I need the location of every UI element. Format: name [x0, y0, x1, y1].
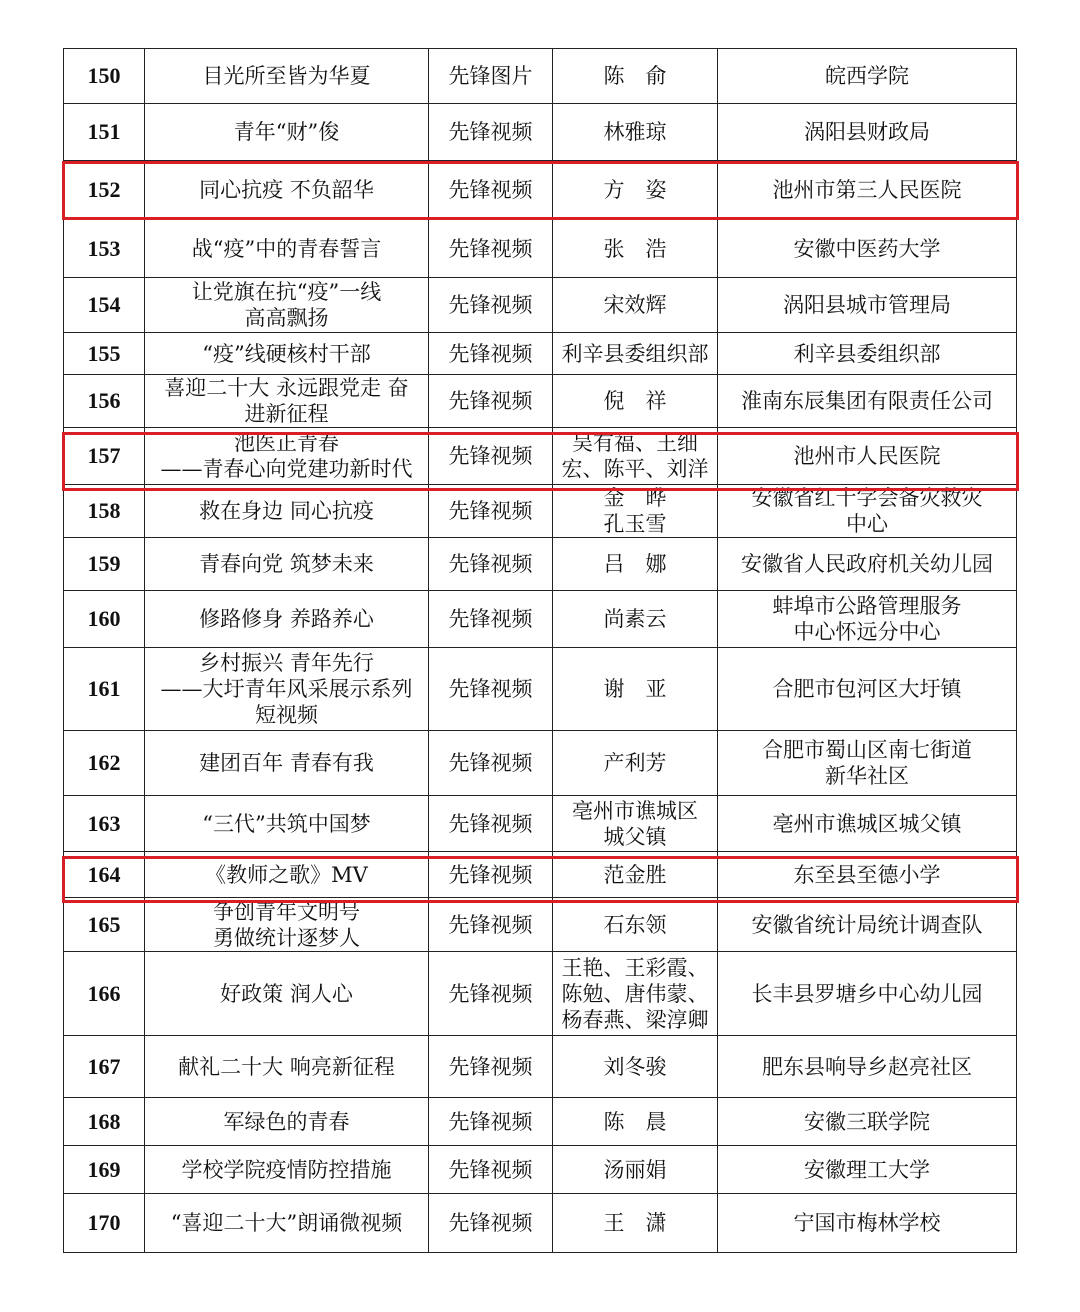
table-row — [64, 852, 1017, 898]
table-row — [64, 952, 1017, 1036]
cell-title: 建团百年 青春有我 — [145, 731, 429, 796]
table-row — [64, 796, 1017, 852]
cell-unit: 安徽省统计局统计调查队 — [718, 898, 1017, 952]
cell-number: 151 — [64, 104, 145, 161]
cell-title: 《教师之歌》MV — [145, 852, 429, 898]
cell-unit: 安徽三联学院 — [718, 1098, 1017, 1146]
cell-number: 161 — [64, 648, 145, 731]
table-row — [64, 375, 1017, 428]
cell-number: 162 — [64, 731, 145, 796]
table-row — [64, 538, 1017, 591]
cell-title: 军绿色的青春 — [145, 1098, 429, 1146]
cell-unit: 淮南东辰集团有限责任公司 — [718, 375, 1017, 428]
cell-number: 158 — [64, 485, 145, 538]
cell-category: 先锋视频 — [429, 852, 553, 898]
cell-title: 争创青年文明号 勇做统计逐梦人 — [145, 898, 429, 952]
cell-number: 167 — [64, 1036, 145, 1098]
cell-number: 150 — [64, 49, 145, 104]
cell-number: 160 — [64, 591, 145, 648]
cell-unit: 宁国市梅林学校 — [718, 1194, 1017, 1253]
cell-unit: 池州市第三人民医院 — [718, 161, 1017, 220]
cell-category: 先锋视频 — [429, 220, 553, 278]
cell-unit: 合肥市包河区大圩镇 — [718, 648, 1017, 731]
cell-title: “三代”共筑中国梦 — [145, 796, 429, 852]
cell-category: 先锋视频 — [429, 538, 553, 591]
cell-number: 169 — [64, 1146, 145, 1194]
cell-author: 陈 晨 — [553, 1098, 718, 1146]
cell-category: 先锋视频 — [429, 1036, 553, 1098]
cell-unit: 安徽中医药大学 — [718, 220, 1017, 278]
cell-unit: 合肥市蜀山区南七街道 新华社区 — [718, 731, 1017, 796]
cell-unit: 安徽理工大学 — [718, 1146, 1017, 1194]
cell-author: 陈 俞 — [553, 49, 718, 104]
cell-title: 乡村振兴 青年先行 ——大圩青年风采展示系列 短视频 — [145, 648, 429, 731]
cell-title: 学校学院疫情防控措施 — [145, 1146, 429, 1194]
cell-number: 152 — [64, 161, 145, 220]
cell-number: 164 — [64, 852, 145, 898]
table-row — [64, 1194, 1017, 1253]
cell-author: 王 潇 — [553, 1194, 718, 1253]
cell-number: 157 — [64, 428, 145, 485]
cell-unit: 东至县至德小学 — [718, 852, 1017, 898]
cell-unit: 安徽省人民政府机关幼儿园 — [718, 538, 1017, 591]
cell-author: 尚素云 — [553, 591, 718, 648]
cell-author: 亳州市谯城区 城父镇 — [553, 796, 718, 852]
cell-author: 张 浩 — [553, 220, 718, 278]
cell-category: 先锋视频 — [429, 161, 553, 220]
cell-category: 先锋视频 — [429, 1194, 553, 1253]
cell-unit: 池州市人民医院 — [718, 428, 1017, 485]
cell-number: 156 — [64, 375, 145, 428]
cell-unit: 肥东县响导乡赵亮社区 — [718, 1036, 1017, 1098]
table-row — [64, 648, 1017, 731]
cell-title: 修路修身 养路养心 — [145, 591, 429, 648]
cell-author: 石东领 — [553, 898, 718, 952]
table-row — [64, 333, 1017, 375]
cell-unit: 蚌埠市公路管理服务 中心怀远分中心 — [718, 591, 1017, 648]
cell-category: 先锋视频 — [429, 375, 553, 428]
table-row — [64, 591, 1017, 648]
cell-category: 先锋视频 — [429, 1098, 553, 1146]
cell-unit: 长丰县罗塘乡中心幼儿园 — [718, 952, 1017, 1036]
cell-unit: 涡阳县财政局 — [718, 104, 1017, 161]
cell-author: 宋效辉 — [553, 278, 718, 333]
cell-category: 先锋视频 — [429, 731, 553, 796]
table-row — [64, 428, 1017, 485]
cell-category: 先锋视频 — [429, 428, 553, 485]
table-row — [64, 1036, 1017, 1098]
cell-title: 喜迎二十大 永远跟党走 奋 进新征程 — [145, 375, 429, 428]
cell-author: 方 姿 — [553, 161, 718, 220]
cell-unit: 亳州市谯城区城父镇 — [718, 796, 1017, 852]
cell-number: 159 — [64, 538, 145, 591]
cell-category: 先锋视频 — [429, 1146, 553, 1194]
table-row — [64, 485, 1017, 538]
cell-title: 让党旗在抗“疫”一线 高高飘扬 — [145, 278, 429, 333]
cell-title: “喜迎二十大”朗诵微视频 — [145, 1194, 429, 1253]
cell-title: 目光所至皆为华夏 — [145, 49, 429, 104]
cell-number: 154 — [64, 278, 145, 333]
cell-category: 先锋视频 — [429, 796, 553, 852]
cell-title: 献礼二十大 响亮新征程 — [145, 1036, 429, 1098]
cell-author: 产利芳 — [553, 731, 718, 796]
cell-title: 救在身边 同心抗疫 — [145, 485, 429, 538]
cell-title: 战“疫”中的青春誓言 — [145, 220, 429, 278]
table-row — [64, 731, 1017, 796]
cell-unit: 利辛县委组织部 — [718, 333, 1017, 375]
cell-category: 先锋视频 — [429, 898, 553, 952]
cell-category: 先锋图片 — [429, 49, 553, 104]
cell-category: 先锋视频 — [429, 333, 553, 375]
cell-author: 刘冬骏 — [553, 1036, 718, 1098]
cell-author: 王艳、王彩霞、 陈勉、唐伟蒙、 杨春燕、梁淳卿 — [553, 952, 718, 1036]
cell-title: 同心抗疫 不负韶华 — [145, 161, 429, 220]
award-table-body — [64, 49, 1017, 1253]
cell-title: “疫”线硬核村干部 — [145, 333, 429, 375]
cell-author: 利辛县委组织部 — [553, 333, 718, 375]
cell-category: 先锋视频 — [429, 648, 553, 731]
cell-author: 倪 祥 — [553, 375, 718, 428]
cell-author: 金 晔 孔玉雪 — [553, 485, 718, 538]
table-row — [64, 1146, 1017, 1194]
table-row — [64, 898, 1017, 952]
cell-title: 青年“财”俊 — [145, 104, 429, 161]
cell-author: 吕 娜 — [553, 538, 718, 591]
table-row — [64, 161, 1017, 220]
cell-author: 林雅琼 — [553, 104, 718, 161]
table-row — [64, 104, 1017, 161]
cell-author: 范金胜 — [553, 852, 718, 898]
cell-number: 155 — [64, 333, 145, 375]
cell-number: 166 — [64, 952, 145, 1036]
award-table — [63, 48, 1017, 1253]
table-row — [64, 278, 1017, 333]
cell-number: 153 — [64, 220, 145, 278]
cell-author: 谢 亚 — [553, 648, 718, 731]
cell-number: 163 — [64, 796, 145, 852]
cell-author: 汤丽娟 — [553, 1146, 718, 1194]
cell-unit: 涡阳县城市管理局 — [718, 278, 1017, 333]
table-row — [64, 49, 1017, 104]
table-row — [64, 220, 1017, 278]
cell-category: 先锋视频 — [429, 952, 553, 1036]
cell-author: 吴有福、王细 宏、陈平、刘洋 — [553, 428, 718, 485]
cell-category: 先锋视频 — [429, 278, 553, 333]
cell-number: 170 — [64, 1194, 145, 1253]
cell-title: 青春向党 筑梦未来 — [145, 538, 429, 591]
cell-category: 先锋视频 — [429, 104, 553, 161]
table-row — [64, 1098, 1017, 1146]
cell-unit: 安徽省红十字会备灾救灾 中心 — [718, 485, 1017, 538]
cell-category: 先锋视频 — [429, 485, 553, 538]
cell-title: 池医正青春 ——青春心向党建功新时代 — [145, 428, 429, 485]
cell-title: 好政策 润人心 — [145, 952, 429, 1036]
cell-unit: 皖西学院 — [718, 49, 1017, 104]
cell-number: 168 — [64, 1098, 145, 1146]
cell-number: 165 — [64, 898, 145, 952]
cell-category: 先锋视频 — [429, 591, 553, 648]
